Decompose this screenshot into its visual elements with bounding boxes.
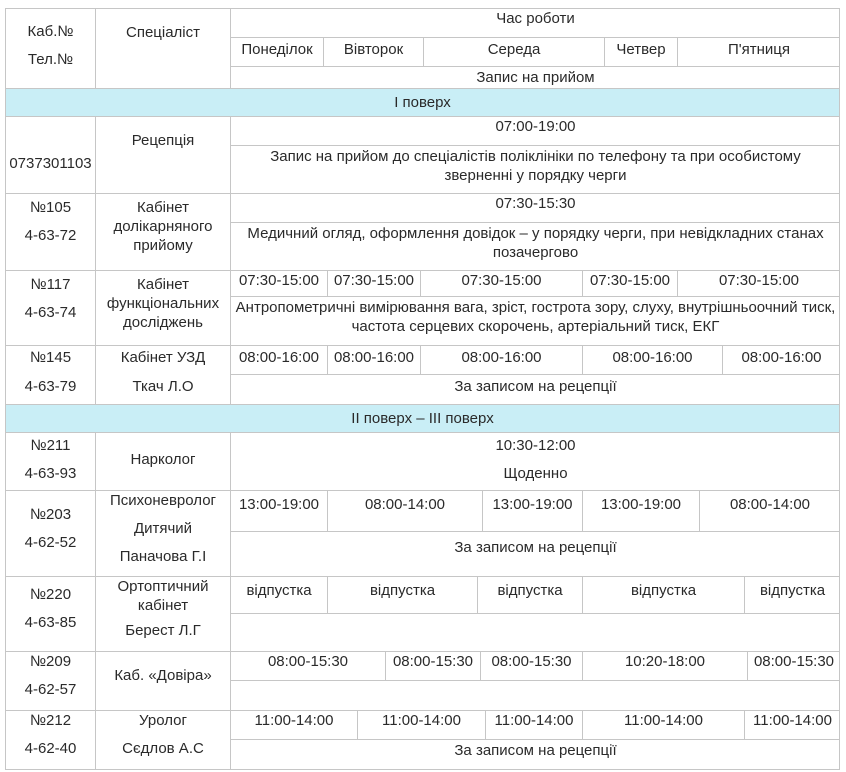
- appointment-label: Запис на прийом: [476, 69, 595, 86]
- phone-number: 4-63-79: [24, 378, 77, 395]
- day-label: Вівторок: [343, 41, 404, 58]
- specialist-name: Каб. «Довіра»: [114, 667, 212, 684]
- day-hours-value: 13:00-19:00: [238, 496, 320, 513]
- day-hours-value: 08:00-14:00: [364, 496, 446, 513]
- note-text: Щоденно: [503, 465, 568, 482]
- day-hours-value: 11:00-14:00: [382, 712, 461, 729]
- specialist-name: Уролог: [139, 712, 187, 729]
- phone-number: 4-62-40: [24, 740, 77, 757]
- hours-value: 07:30-15:30: [495, 195, 576, 212]
- day-hours-value: 07:30-15:00: [718, 272, 800, 289]
- note-text: Медичний огляд, оформлення довідок – у порядку черги, при невідкладних станах позачергово: [247, 225, 824, 261]
- note-text: За записом на рецепції: [454, 378, 617, 395]
- header-hours: [231, 9, 840, 37]
- table-row: [5, 117, 840, 194]
- header-day-mon: [231, 37, 324, 66]
- room-phone-cell: [6, 194, 96, 270]
- day-hours-cell: [583, 652, 748, 680]
- table-row: [5, 711, 840, 770]
- room-number: №145: [29, 349, 72, 366]
- specialist-subtitle: Дитячий: [133, 520, 193, 537]
- day-hours-cell: [583, 271, 678, 296]
- day-hours-cell: [231, 711, 358, 739]
- phone-number: 4-62-57: [24, 681, 77, 698]
- note-cell: [231, 222, 840, 270]
- day-hours-value: 08:00-15:30: [267, 653, 349, 670]
- specialist-cell: [96, 652, 231, 710]
- hours-value: 10:30-12:00: [495, 437, 576, 454]
- specialist-name: Кабінет УЗД: [120, 349, 206, 366]
- header-day-wed: [424, 37, 605, 66]
- specialist-name: Кабінет функціональних досліджень: [106, 276, 220, 331]
- note-cell: [231, 680, 840, 710]
- day-hours-cell: [486, 711, 583, 739]
- table-row: [5, 577, 840, 652]
- room-phone-cell: [6, 433, 96, 490]
- day-label: П'ятниця: [727, 41, 790, 58]
- specialist-cell: [96, 433, 231, 490]
- specialist-cell: [96, 491, 231, 576]
- day-hours-cell: [328, 491, 483, 531]
- day-hours-cell: [478, 577, 583, 613]
- header-room-label: Каб.№: [27, 23, 74, 40]
- day-hours-value: відпустка: [630, 582, 697, 599]
- day-hours-cell: [231, 577, 328, 613]
- specialist-cell: [96, 117, 231, 193]
- specialist-cell: [96, 577, 231, 651]
- phone-number: 4-63-93: [24, 465, 77, 482]
- day-label: Середа: [487, 41, 541, 58]
- phone-number: 4-63-72: [24, 227, 77, 244]
- day-hours-value: відпустка: [497, 582, 563, 599]
- specialist-cell: [96, 711, 231, 769]
- room-phone-cell: [6, 711, 96, 769]
- room-number: №220: [29, 586, 72, 603]
- hours-cell: [231, 117, 840, 145]
- header-day-tue: [324, 37, 424, 66]
- room-number: №209: [29, 653, 72, 670]
- day-hours-cell: [421, 346, 583, 374]
- room-phone-cell: [6, 491, 96, 576]
- hours-cell: [231, 194, 840, 222]
- day-hours-cell: [745, 577, 840, 613]
- header-day-fri: [678, 37, 840, 66]
- day-hours-value: 13:00-19:00: [600, 496, 682, 513]
- day-hours-cell: [745, 711, 840, 739]
- day-hours-cell: [583, 577, 745, 613]
- header-appointment: [231, 66, 840, 88]
- day-label: Понеділок: [241, 41, 313, 58]
- specialist-doctor: Сєдлов А.С: [122, 740, 204, 757]
- day-hours-cell: [231, 652, 386, 680]
- note-cell: [231, 145, 840, 193]
- header-day-thu: [605, 37, 678, 66]
- table-row: [5, 271, 840, 346]
- day-hours-value: 08:00-16:00: [612, 349, 693, 366]
- hours-cell: [231, 433, 840, 461]
- day-hours-value: 08:00-16:00: [461, 349, 542, 366]
- specialist-name: Кабінет долікарняного прийому: [113, 199, 213, 254]
- note-cell: [231, 739, 840, 769]
- day-hours-cell: [678, 271, 840, 296]
- room-number: №211: [30, 437, 71, 454]
- day-hours-value: відпустка: [369, 582, 436, 599]
- day-hours-cell: [483, 491, 583, 531]
- day-hours-value: 08:00-15:30: [753, 653, 835, 670]
- floor-label: І поверх: [394, 94, 451, 111]
- room-phone-cell: [6, 271, 96, 345]
- day-hours-cell: [421, 271, 583, 296]
- note-text: За записом на рецепції: [454, 539, 617, 556]
- day-hours-value: 11:00-14:00: [624, 712, 703, 729]
- schedule-table: [5, 8, 840, 770]
- day-hours-cell: [328, 577, 478, 613]
- table-row: [5, 652, 840, 711]
- room-phone-cell: [6, 117, 96, 193]
- day-hours-value: 10:20-18:00: [624, 653, 706, 670]
- day-hours-cell: [723, 346, 840, 374]
- day-hours-value: 08:00-15:30: [491, 653, 572, 670]
- day-hours-value: 13:00-19:00: [492, 496, 573, 513]
- day-hours-value: 08:00-16:00: [333, 349, 415, 366]
- specialist-name: Психоневролог: [109, 492, 217, 509]
- note-cell: [231, 613, 840, 651]
- specialist-name: Ортоптичний кабінет: [117, 578, 209, 614]
- note-cell: [231, 461, 840, 490]
- table-row: [5, 346, 840, 405]
- day-hours-cell: [328, 346, 421, 374]
- day-hours-value: 08:00-14:00: [729, 496, 811, 513]
- day-hours-value: 08:00-15:30: [392, 653, 474, 670]
- day-hours-value: 07:30-15:00: [333, 272, 415, 289]
- day-hours-cell: [231, 271, 328, 296]
- specialist-doctor: Паначова Г.І: [119, 548, 207, 565]
- phone-number: 0737301103: [9, 155, 92, 172]
- room-phone-cell: [6, 577, 96, 651]
- day-hours-cell: [386, 652, 481, 680]
- day-hours-value: 07:30-15:00: [589, 272, 671, 289]
- day-hours-value: 08:00-16:00: [741, 349, 822, 366]
- specialist-name: Нарколог: [130, 451, 196, 468]
- room-phone-cell: [6, 652, 96, 710]
- specialist-doctor: Берест Л.Г: [125, 622, 201, 639]
- room-number: №212: [29, 712, 72, 729]
- specialist-cell: [96, 271, 231, 345]
- day-hours-cell: [358, 711, 486, 739]
- day-hours-cell: [748, 652, 840, 680]
- room-number: №105: [29, 199, 72, 216]
- note-text: Антропометричні вимірювання вага, зріст, гострота зору, слуху, внутрішньоочний тиск, частота серцевих скорочень, артеріальний тиск, ЕКГ: [235, 299, 836, 335]
- day-hours-cell: [328, 271, 421, 296]
- note-text: За записом на рецепції: [454, 742, 617, 759]
- specialist-cell: [96, 346, 231, 404]
- specialist-doctor: Ткач Л.О: [132, 378, 194, 395]
- floor-2-3-header: [5, 405, 840, 433]
- day-hours-value: відпустка: [246, 582, 312, 599]
- day-hours-value: відпустка: [759, 582, 826, 599]
- note-cell: [231, 296, 840, 345]
- day-hours-value: 08:00-16:00: [238, 349, 320, 366]
- room-phone-cell: [6, 346, 96, 404]
- header-room-phone: [6, 9, 96, 88]
- day-hours-cell: [481, 652, 583, 680]
- header-hours-label: Час роботи: [496, 10, 575, 27]
- specialist-cell: [96, 194, 231, 270]
- phone-number: 4-62-52: [24, 534, 77, 551]
- day-label: Четвер: [616, 41, 666, 58]
- day-hours-cell: [231, 346, 328, 374]
- floor-label: ІІ поверх – ІІІ поверх: [351, 410, 494, 427]
- table-row: [5, 194, 840, 271]
- header-specialist: [96, 9, 231, 88]
- day-hours-value: 11:00-14:00: [494, 712, 574, 729]
- table-row: [5, 491, 840, 577]
- room-number: №203: [29, 506, 72, 523]
- specialist-name: Рецепція: [131, 132, 195, 149]
- day-hours-cell: [700, 491, 840, 531]
- day-hours-value: 11:00-14:00: [753, 712, 832, 729]
- day-hours-cell: [583, 346, 723, 374]
- day-hours-value: 07:30-15:00: [238, 272, 320, 289]
- note-cell: [231, 374, 840, 404]
- header-specialist-label: Спеціаліст: [125, 24, 201, 41]
- note-text: Запис на прийом до спеціалістів поліклініки по телефону та при особистому зверненні у порядку черги: [270, 148, 801, 184]
- day-hours-value: 11:00-14:00: [254, 712, 334, 729]
- day-hours-value: 07:30-15:00: [461, 272, 542, 289]
- phone-number: 4-63-85: [24, 614, 77, 631]
- header-phone-label: Тел.№: [27, 51, 74, 68]
- day-hours-cell: [231, 491, 328, 531]
- room-number: №117: [30, 276, 71, 293]
- phone-number: 4-63-74: [24, 304, 77, 321]
- day-hours-cell: [583, 711, 745, 739]
- table-header: [5, 8, 840, 89]
- table-row: [5, 433, 840, 491]
- floor-1-header: [5, 89, 840, 117]
- note-cell: [231, 531, 840, 576]
- hours-value: 07:00-19:00: [495, 118, 576, 135]
- day-hours-cell: [583, 491, 700, 531]
